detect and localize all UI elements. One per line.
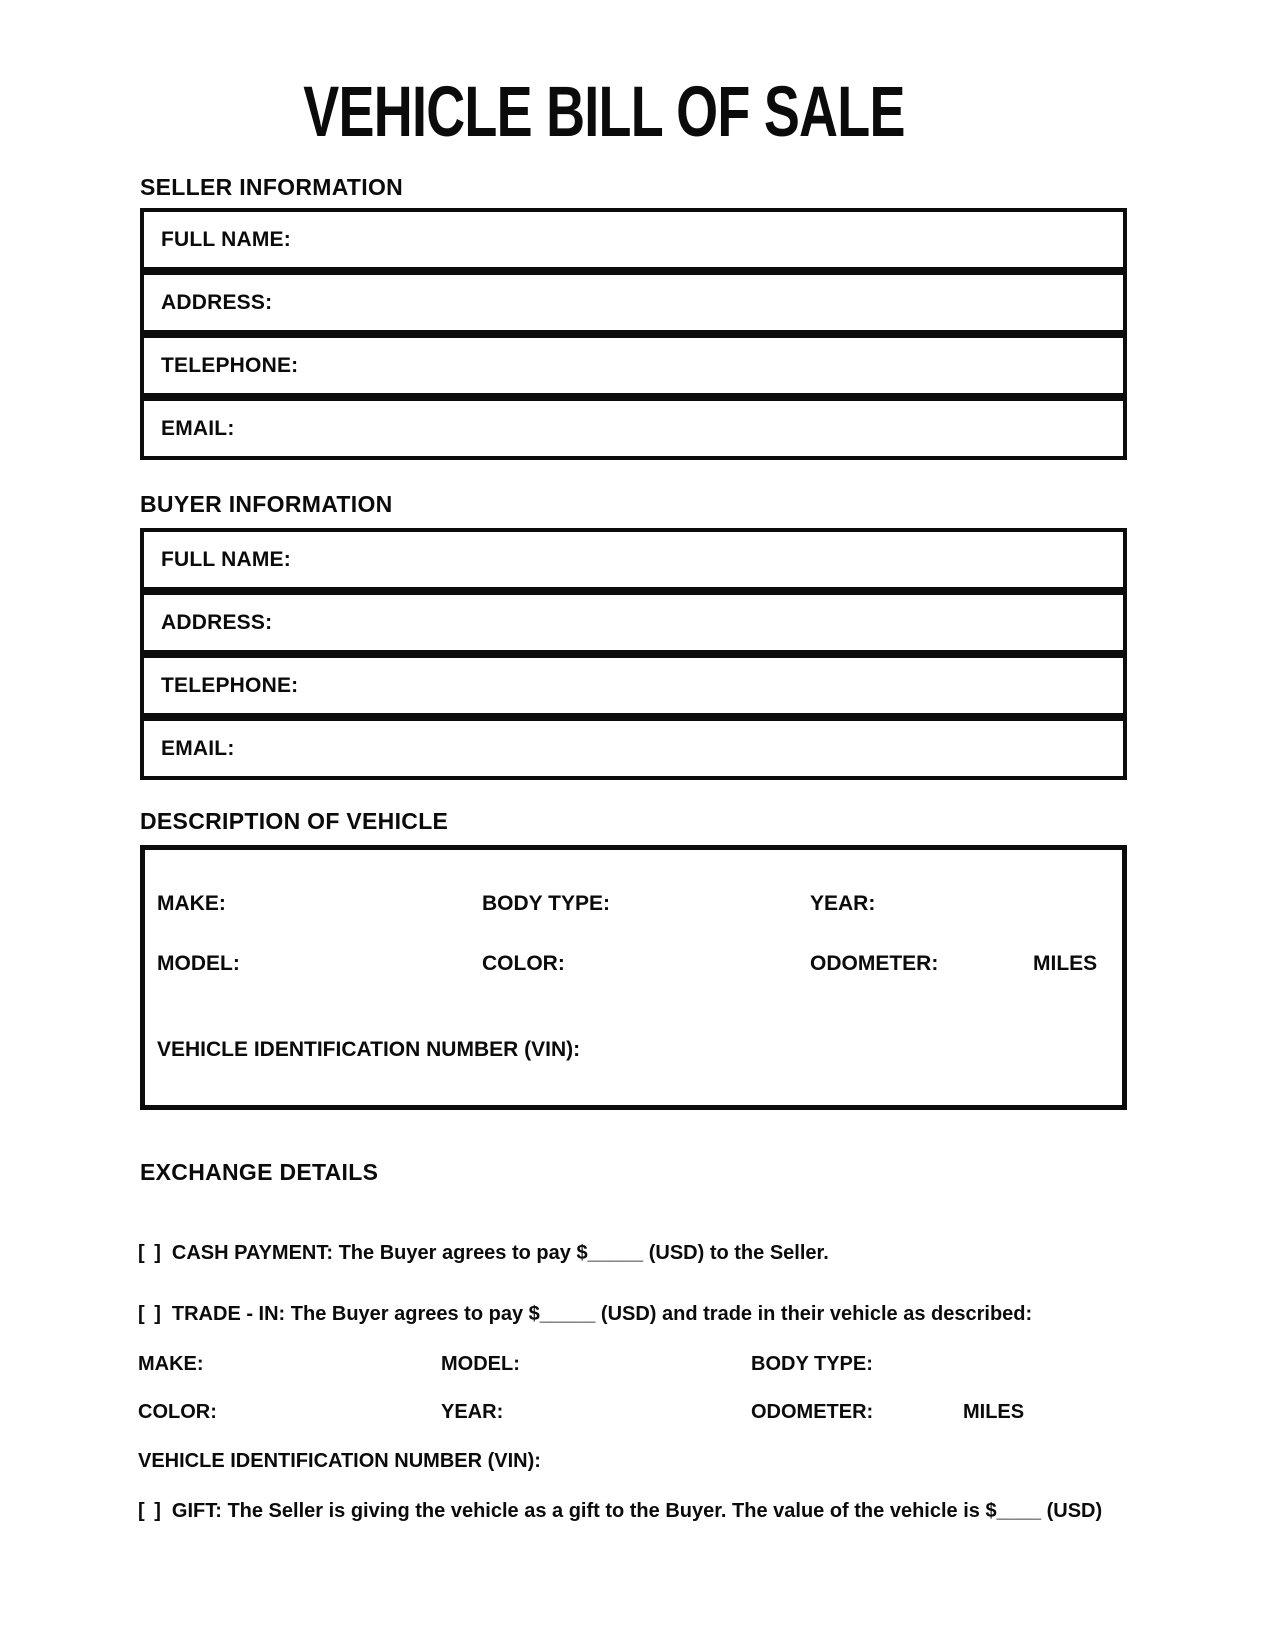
vehicle-description-box [140, 845, 1127, 1110]
buyer-full-name-field[interactable] [140, 528, 1127, 591]
vehicle-make-label: MAKE: [157, 892, 226, 915]
trade-body-type-label: BODY TYPE: [751, 1353, 873, 1375]
gift-checkbox[interactable]: [ ] [138, 1500, 163, 1522]
buyer-info-box [140, 528, 1127, 780]
seller-info-box [140, 208, 1127, 460]
vehicle-miles-label: MILES [1033, 952, 1098, 975]
trade-in-vehicle-row-2 [138, 1399, 1138, 1425]
vehicle-section-heading: DESCRIPTION OF VEHICLE [140, 808, 449, 834]
seller-full-name-label: FULL NAME: [161, 227, 291, 251]
trade-make-label: MAKE: [138, 1353, 204, 1375]
seller-full-name-field[interactable] [140, 208, 1127, 271]
buyer-telephone-field[interactable] [140, 654, 1127, 717]
buyer-address-field[interactable] [140, 591, 1127, 654]
trade-year-label: YEAR: [441, 1401, 504, 1423]
cash-payment-text: CASH PAYMENT: The Buyer agrees to pay $_____ (USD) to the Seller. [171, 1242, 829, 1264]
vehicle-body-type-label: BODY TYPE: [482, 892, 610, 915]
trade-in-checkbox[interactable]: [ ] [138, 1303, 163, 1325]
trade-in-option [138, 1301, 1032, 1327]
exchange-section-heading: EXCHANGE DETAILS [140, 1159, 379, 1185]
buyer-section-heading: BUYER INFORMATION [140, 491, 393, 517]
seller-address-label: ADDRESS: [161, 290, 273, 314]
trade-in-text: TRADE - IN: The Buyer agrees to pay $_____ (USD) and trade in their vehicle as described: [171, 1303, 1033, 1325]
gift-text: GIFT: The Seller is giving the vehicle as a gift to the Buyer. The value of the vehicle is $____ (USD) [171, 1500, 1103, 1522]
vehicle-color-label: COLOR: [482, 952, 565, 975]
buyer-telephone-label: TELEPHONE: [161, 673, 299, 697]
cash-payment-checkbox[interactable]: [ ] [138, 1242, 163, 1264]
seller-telephone-field[interactable] [140, 334, 1127, 397]
seller-telephone-label: TELEPHONE: [161, 353, 299, 377]
seller-section-heading: SELLER INFORMATION [140, 174, 404, 200]
trade-in-vehicle-row-1 [138, 1351, 1138, 1377]
seller-email-label: EMAIL: [161, 416, 235, 440]
vehicle-odometer-label: ODOMETER: [810, 952, 939, 975]
buyer-address-label: ADDRESS: [161, 610, 273, 634]
buyer-full-name-label: FULL NAME: [161, 547, 291, 571]
trade-model-label: MODEL: [441, 1353, 520, 1375]
document-title: VEHICLE BILL OF SALE [303, 73, 905, 152]
vehicle-vin-label: VEHICLE IDENTIFICATION NUMBER (VIN): [157, 1038, 581, 1061]
seller-email-field[interactable] [140, 397, 1127, 460]
trade-vin-label: VEHICLE IDENTIFICATION NUMBER (VIN): [138, 1450, 541, 1472]
gift-option [138, 1498, 1102, 1524]
trade-miles-label: MILES [963, 1401, 1025, 1423]
cash-payment-option [138, 1240, 829, 1266]
trade-color-label: COLOR: [138, 1401, 217, 1423]
seller-address-field[interactable] [140, 271, 1127, 334]
vehicle-model-label: MODEL: [157, 952, 240, 975]
trade-odometer-label: ODOMETER: [751, 1401, 874, 1423]
vehicle-year-label: YEAR: [810, 892, 876, 915]
buyer-email-field[interactable] [140, 717, 1127, 780]
buyer-email-label: EMAIL: [161, 736, 235, 760]
